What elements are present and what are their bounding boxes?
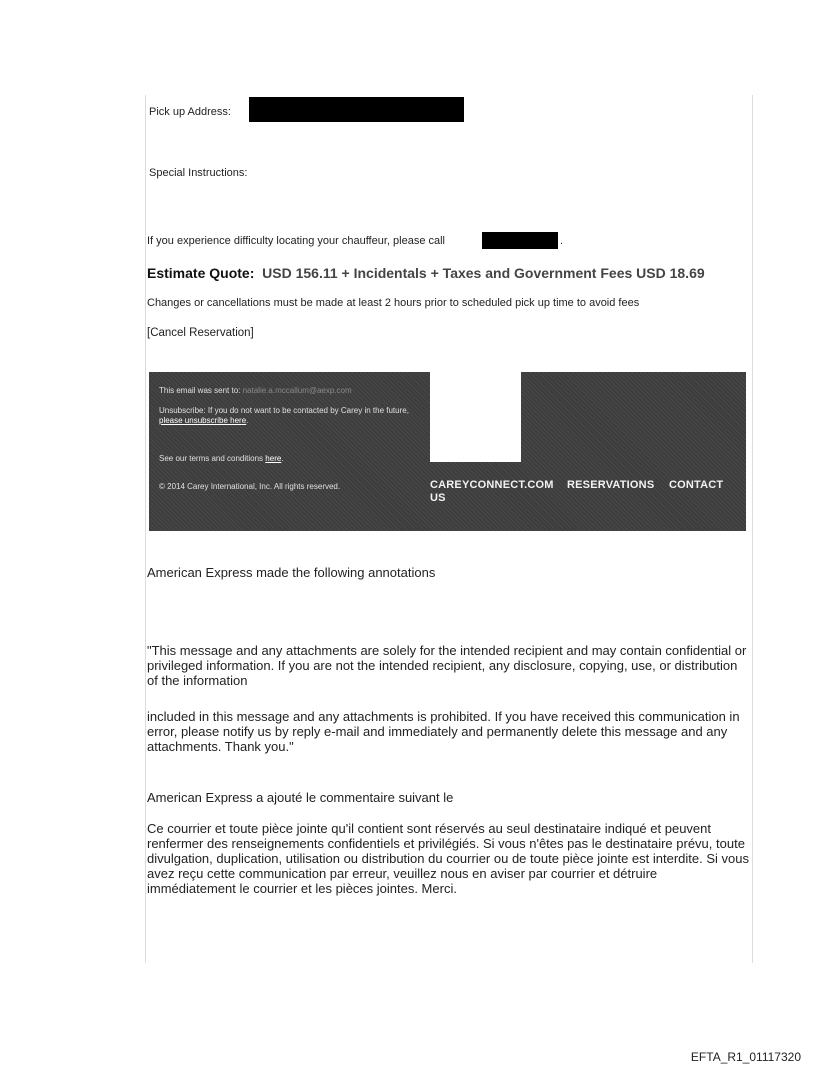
document-id: EFTA_R1_01117320 <box>690 1050 801 1064</box>
special-instructions-label: Special Instructions: <box>149 167 248 179</box>
unsubscribe-text: Unsubscribe: If you do not want to be contacted by Carey in the future, please unsubscribe here. <box>159 406 409 425</box>
carey-footer <box>149 372 746 531</box>
nav-careyconnect[interactable]: CAREYCONNECT.COM <box>430 479 554 491</box>
chauffeur-help-text: If you experience difficulty locating your chauffeur, please call <box>147 235 445 247</box>
estimate-quote-label: Estimate Quote: <box>147 265 255 281</box>
carey-logo-placeholder <box>430 372 521 462</box>
pickup-address-label: Pick up Address: <box>149 106 231 118</box>
redacted-phone-number <box>482 232 558 249</box>
cancel-reservation-link[interactable]: [Cancel Reservation] <box>147 327 254 339</box>
chauffeur-help-period: . <box>560 235 564 247</box>
nav-contact-us-wrap[interactable]: US <box>430 492 446 504</box>
terms-text: See our terms and conditions here. <box>159 454 284 463</box>
nav-contact[interactable]: CONTACT <box>669 479 724 491</box>
sent-to-line: This email was sent to: natalie.a.mccallum@aexp.com <box>159 386 352 395</box>
copyright-text: © 2014 Carey International, Inc. All rights reserved. <box>159 482 341 491</box>
recipient-email[interactable]: natalie.a.mccallum@aexp.com <box>242 386 352 395</box>
estimate-quote-amount: USD 156.11 + Incidentals + Taxes and Government Fees USD 18.69 <box>262 265 705 281</box>
nav-reservations[interactable]: RESERVATIONS <box>567 479 655 491</box>
changes-notice: Changes or cancellations must be made at least 2 hours prior to scheduled pick up time to avoid fees <box>147 297 640 309</box>
disclaimer-paragraph-1: "This message and any attachments are solely for the intended recipient and may contain confidential or privileged information. If you are not the intended recipient, any disclosure, copying, use, or distribution of the information <box>147 643 747 688</box>
unsubscribe-link[interactable]: please unsubscribe here <box>159 416 247 425</box>
annotations-heading: American Express made the following annotations <box>147 565 436 580</box>
redacted-pickup-address <box>249 97 464 122</box>
estimate-quote <box>147 265 705 281</box>
terms-link[interactable]: here <box>265 454 282 463</box>
disclaimer-paragraph-2: included in this message and any attachments is prohibited. If you have received this communication in error, please notify us by reply e-mail and immediately and permanently delete this message and any attachments. Thank you." <box>147 709 740 754</box>
disclaimer-paragraph-fr: Ce courrier et toute pièce jointe qu'il contient sont réservés au seul destinataire indiqué et peuvent renfermer des renseignements confidentiels et privilégiés. Si vous n'êtes pas le destinataire prévu, toute divulgation, duplication, utilisation ou distribution du courrier ou de toute pièce jointe est interdite. Si vous avez reçu cette communication par erreur, veuillez nous en aviser par courrier et détruire immédiatement le courrier et les pièces jointes. Merci. <box>147 821 749 896</box>
annotations-heading-fr: American Express a ajouté le commentaire suivant le <box>147 790 454 805</box>
